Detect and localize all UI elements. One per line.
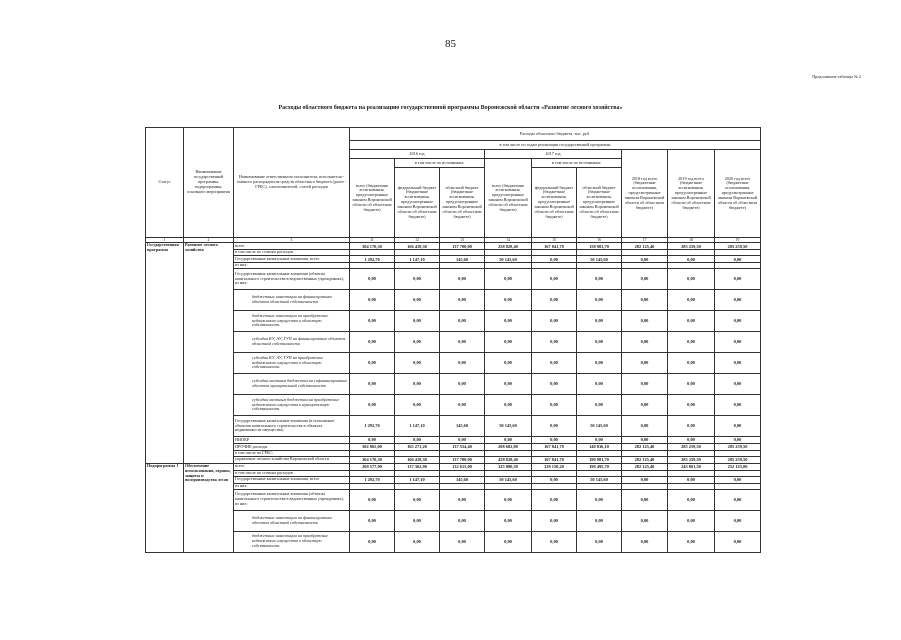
value-cell: 0,00 (485, 311, 532, 332)
value-cell: 0,00 (622, 395, 668, 416)
value-cell: 0,00 (440, 290, 485, 311)
value-cell: 0,00 (715, 256, 761, 263)
value-cell: 0,00 (668, 353, 715, 374)
column-number: 16 (577, 238, 622, 243)
value-cell: 0,00 (668, 311, 715, 332)
value-cell: 167 841,70 (532, 243, 577, 250)
value-cell: 285 259,50 (715, 444, 761, 451)
table-row (146, 456, 761, 463)
row-label: управление лесного хозяйства Воронежской области (234, 456, 350, 463)
value-cell: 0,00 (577, 332, 622, 353)
value-cell: 0,00 (668, 489, 715, 510)
header-2017-sources: в том числе по источникам: (532, 159, 622, 168)
value-cell: 0,00 (622, 353, 668, 374)
header-2016-sources: в том числе по источникам: (395, 159, 485, 168)
value-cell: 165 271,20 (395, 444, 440, 451)
value-cell: 0,00 (622, 374, 668, 395)
value-cell: 1 292,70 (350, 256, 395, 263)
value-cell: 0,00 (668, 256, 715, 263)
value-cell: 0,00 (622, 510, 668, 531)
value-cell: 0,00 (715, 416, 761, 437)
value-cell: 0,00 (715, 332, 761, 353)
value-cell: 0,00 (532, 290, 577, 311)
row-label: в том числе по статьям расходов (234, 470, 350, 476)
value-cell: 0,00 (668, 476, 715, 483)
value-cell: 0,00 (622, 290, 668, 311)
value-cell: 166 418,30 (395, 456, 440, 463)
value-cell: 208 682,80 (485, 444, 532, 451)
value-cell: 0,00 (350, 395, 395, 416)
row-label: в том числе по статьям расходов (234, 250, 350, 256)
value-cell: 167 841,70 (532, 456, 577, 463)
document-title: Расходы областного бюджета на реализацию государственной программы Воронежской области «Развитие лесного хозяйства» (278, 105, 623, 111)
value-cell: 0,00 (395, 489, 440, 510)
value-cell: 0,00 (440, 437, 485, 444)
value-cell: 50 145,60 (577, 476, 622, 483)
value-cell: 50 145,60 (577, 256, 622, 263)
value-cell: 0,00 (622, 489, 668, 510)
value-cell: 50 145,60 (485, 416, 532, 437)
row-label: Государственные капитальные вложения (в пополнение объектов капитального строительства в объектах недвижимости имущества) (234, 416, 350, 437)
value-cell: 0,00 (715, 290, 761, 311)
value-cell: 0,00 (577, 269, 622, 290)
value-cell: 50 145,60 (485, 476, 532, 483)
value-cell: 0,00 (622, 269, 668, 290)
value-cell: 158 981,70 (577, 243, 622, 250)
value-cell: 269 577,90 (350, 463, 395, 470)
table-row (146, 374, 761, 395)
value-cell: 0,00 (395, 269, 440, 290)
row-label: субсидии КУ, АУ, ГУП на приобретение недвижимого имущества в областную собственность (234, 353, 350, 374)
value-cell: 1 147,10 (395, 256, 440, 263)
value-cell: 0,00 (577, 510, 622, 531)
value-cell: 0,00 (622, 531, 668, 552)
header-2017-total: всего (бюджетные ассигнования, предусмотренные законом Воронежской области об областном бюджете) (485, 159, 532, 238)
value-cell: 0,00 (485, 395, 532, 416)
value-cell: 0,00 (668, 395, 715, 416)
column-number: 12 (395, 238, 440, 243)
value-cell: 1 292,70 (350, 476, 395, 483)
value-cell: 0,00 (440, 510, 485, 531)
table-row (146, 243, 761, 250)
value-cell: 0,00 (440, 395, 485, 416)
table-row (146, 311, 761, 332)
row-label: субсидии КУ, АУ, ГУП на финансирование объектов областной собственности (234, 332, 350, 353)
value-cell: 1 292,70 (350, 416, 395, 437)
header-total-expenses: Расходы областного бюджета, тыс. руб. (350, 128, 761, 141)
column-number: 2 (184, 238, 234, 243)
value-cell: 0,00 (395, 510, 440, 531)
value-cell: 0,00 (395, 332, 440, 353)
row-label: всего (234, 463, 350, 470)
table-row (146, 269, 761, 290)
header-2018: 2018 год всего (бюджетные ассигнования, предусмотренные законом Воронежской области об областном бюджете) (622, 150, 668, 238)
value-cell: 0,00 (350, 510, 395, 531)
value-cell: 0,00 (715, 353, 761, 374)
value-cell: 0,00 (485, 374, 532, 395)
table-row (146, 353, 761, 374)
value-cell: 0,00 (715, 489, 761, 510)
row-label: Государственные капитальные вложения, всего (234, 476, 350, 483)
value-cell: 245 861,50 (668, 463, 715, 470)
value-cell: 304 170,30 (350, 456, 395, 463)
header-status: Статус (146, 128, 184, 238)
row-label: Государственные капитальные вложения (объекты капитального строительства в ведомственных учреждениях), из них: (234, 489, 350, 510)
column-number: 11 (350, 238, 395, 243)
row-program-name: Обеспечение использования, охраны, защиты и воспроизводства лесов (184, 463, 234, 552)
row-program-name: Развитие лесного хозяйства (184, 243, 234, 463)
table-row (146, 476, 761, 483)
column-number: 14 (485, 238, 532, 243)
header-2019: 2019 год всего (бюджетные ассигнования, предусмотренные законом Воронежской области об областном бюджете) (668, 150, 715, 238)
value-cell: 0,00 (622, 256, 668, 263)
value-cell: 0,00 (395, 374, 440, 395)
header-2017: 2017 год (485, 150, 622, 159)
header-2016-total: всего (бюджетные ассигнования, предусмотренные законом Воронежской области об областном бюджете) (350, 159, 395, 238)
value-cell: 0,00 (395, 290, 440, 311)
value-cell: 1 147,10 (395, 476, 440, 483)
value-cell: 0,00 (485, 510, 532, 531)
column-number: 17 (622, 238, 668, 243)
value-cell: 0,00 (715, 374, 761, 395)
value-cell: 0,00 (715, 395, 761, 416)
row-label: бюджетные инвестиции на финансирование объектов областной собственности (234, 290, 350, 311)
value-cell: 167 841,70 (532, 444, 577, 451)
value-cell: 0,00 (485, 489, 532, 510)
value-cell: 458 828,40 (485, 456, 532, 463)
value-cell: 0,00 (532, 269, 577, 290)
value-cell: 0,00 (485, 269, 532, 290)
value-cell: 0,00 (668, 510, 715, 531)
value-cell: 0,00 (715, 311, 761, 332)
value-cell: 0,00 (350, 332, 395, 353)
value-cell: 0,00 (350, 531, 395, 552)
value-cell: 282 125,40 (622, 243, 668, 250)
table-row (146, 437, 761, 444)
value-cell: 0,00 (350, 269, 395, 290)
value-cell: 0,00 (532, 332, 577, 353)
page-number: 85 (445, 38, 456, 50)
column-number: 15 (532, 238, 577, 243)
header-responsible: Наименование ответственного исполнителя, исполнителя - главного распорядителя средств областного бюджета (далее - ГРБС), соисполнителей, статей расходов (234, 128, 350, 238)
value-cell: 0,00 (440, 332, 485, 353)
value-cell: 0,00 (577, 437, 622, 444)
value-cell: 0,00 (668, 531, 715, 552)
row-label: субсидии местным бюджетам на приобретение недвижимого имущества в муниципальную собственность (234, 395, 350, 416)
value-cell: 285 259,50 (668, 243, 715, 250)
table-row (146, 489, 761, 510)
row-label: всего (234, 243, 350, 250)
row-label: в том числе по ГРБС: (234, 451, 350, 457)
table-row (146, 290, 761, 311)
value-cell: 1 147,10 (395, 416, 440, 437)
value-cell: 0,00 (350, 437, 395, 444)
header-incl-years: в том числе по годам реализации государственной программы (350, 141, 761, 150)
value-cell: 0,00 (577, 531, 622, 552)
header-2020: 2020 год всего (бюджетные ассигнования, предусмотренные законом Воронежской области об областном бюджете) (715, 150, 761, 238)
table-row (146, 444, 761, 451)
value-cell: 0,00 (532, 531, 577, 552)
header-2016-federal: федеральный бюджет (бюджетные ассигнования, предусмотренные законом Воронежской области об областном бюджете) (395, 168, 440, 238)
value-cell: 0,00 (668, 269, 715, 290)
value-cell: 0,00 (622, 437, 668, 444)
value-cell: 0,00 (395, 311, 440, 332)
value-cell: 0,00 (485, 332, 532, 353)
value-cell: 0,00 (440, 269, 485, 290)
value-cell: 0,00 (532, 489, 577, 510)
value-cell: 129 150,20 (532, 463, 577, 470)
value-cell: 258 828,40 (485, 243, 532, 250)
value-cell: 50 145,60 (577, 416, 622, 437)
value-cell: 285 259,50 (715, 243, 761, 250)
header-2017-federal: федеральный бюджет (бюджетные ассигнования, предусмотренные законом Воронежской области об областном бюджете) (532, 168, 577, 238)
value-cell: 0,00 (395, 531, 440, 552)
value-cell: 0,00 (668, 290, 715, 311)
budget-table (145, 127, 761, 553)
row-label: Государственные капитальные вложения, всего (234, 256, 350, 263)
value-cell: 0,00 (577, 353, 622, 374)
value-cell: 325 080,50 (485, 463, 532, 470)
value-cell: 282 125,40 (622, 463, 668, 470)
value-cell: 0,00 (395, 353, 440, 374)
value-cell: 0,00 (622, 416, 668, 437)
value-cell: 190 495,70 (577, 463, 622, 470)
value-cell: 0,00 (622, 311, 668, 332)
table-row (146, 395, 761, 416)
appendix-label: Продолжение таблицы № 2 (812, 74, 861, 79)
value-cell: 140 836,10 (577, 444, 622, 451)
value-cell: 285 259,50 (668, 444, 715, 451)
value-cell: 0,00 (350, 353, 395, 374)
table-row (146, 256, 761, 263)
value-cell: 282 125,40 (622, 456, 668, 463)
value-cell: 0,00 (668, 332, 715, 353)
value-cell: 0,00 (440, 353, 485, 374)
table-row (146, 463, 761, 470)
value-cell: 0,00 (350, 489, 395, 510)
value-cell: 50 145,60 (485, 256, 532, 263)
value-cell: 0,00 (532, 256, 577, 263)
row-status: Государственная программа (146, 243, 184, 463)
column-number: 13 (440, 238, 485, 243)
row-label: бюджетные инвестиции на финансирование объектов областной собственности (234, 510, 350, 531)
column-number: 1 (146, 238, 184, 243)
value-cell: 0,00 (668, 437, 715, 444)
table-row (146, 531, 761, 552)
value-cell: 0,00 (668, 374, 715, 395)
column-number: 18 (668, 238, 715, 243)
row-label: из них: (234, 263, 350, 269)
row-label: бюджетные инвестиции на приобретение недвижимого имущества в областную собственность (234, 311, 350, 332)
value-cell: 285 259,50 (715, 456, 761, 463)
value-cell: 0,00 (532, 374, 577, 395)
value-cell: 0,00 (532, 311, 577, 332)
value-cell: 304 170,30 (350, 243, 395, 250)
table-row (146, 332, 761, 353)
value-cell: 137 362,90 (395, 463, 440, 470)
subprogram-section (146, 463, 761, 552)
row-label: из них: (234, 483, 350, 489)
value-cell: 0,00 (668, 416, 715, 437)
row-label: НИОКР (234, 437, 350, 444)
value-cell: 282 125,40 (622, 444, 668, 451)
value-cell: 0,00 (350, 374, 395, 395)
value-cell: 0,00 (395, 395, 440, 416)
value-cell: 0,00 (622, 476, 668, 483)
value-cell: 0,00 (532, 437, 577, 444)
value-cell: 0,00 (350, 290, 395, 311)
table-row (146, 416, 761, 437)
value-cell: 0,00 (485, 437, 532, 444)
row-label: бюджетные инвестиции на приобретение недвижимого имущества в областную собственность (234, 531, 350, 552)
value-cell: 0,00 (532, 476, 577, 483)
header-2016: 2016 год (350, 150, 485, 159)
value-cell: 0,00 (577, 290, 622, 311)
header-2016-regional: областной бюджет (бюджетные ассигнования, предусмотренные законом Воронежской области об областном бюджете) (440, 168, 485, 238)
value-cell: 137 700,00 (440, 243, 485, 250)
value-cell: 0,00 (622, 332, 668, 353)
value-cell: 0,00 (532, 395, 577, 416)
column-number: 19 (715, 238, 761, 243)
value-cell: 0,00 (577, 374, 622, 395)
table-row (146, 510, 761, 531)
value-cell: 0,00 (715, 437, 761, 444)
value-cell: 0,00 (440, 531, 485, 552)
header-name: Наименование государственной программы, подпрограммы, основного мероприятия (184, 128, 234, 238)
value-cell: 285 259,50 (668, 456, 715, 463)
value-cell: 302 865,00 (350, 444, 395, 451)
value-cell: 137 700,00 (440, 456, 485, 463)
value-cell: 145,60 (440, 476, 485, 483)
value-cell: 0,00 (715, 476, 761, 483)
value-cell: 0,00 (532, 510, 577, 531)
value-cell: 137 554,40 (440, 444, 485, 451)
value-cell: 0,00 (577, 489, 622, 510)
value-cell: 145,60 (440, 416, 485, 437)
value-cell: 145,60 (440, 256, 485, 263)
value-cell: 132 615,00 (440, 463, 485, 470)
value-cell: 0,00 (485, 290, 532, 311)
value-cell: 190 981,70 (577, 456, 622, 463)
row-label: ПРОЧИЕ расходы (234, 444, 350, 451)
program-section (146, 243, 761, 463)
value-cell: 0,00 (577, 311, 622, 332)
header-2017-regional: областной бюджет (бюджетные ассигнования, предусмотренные законом Воронежской области об областном бюджете) (577, 168, 622, 238)
row-status: Подпрограмма 1 (146, 463, 184, 552)
value-cell: 0,00 (440, 374, 485, 395)
row-label: субсидии местным бюджетам на софинансирование объектов муниципальной собственности (234, 374, 350, 395)
value-cell: 0,00 (350, 311, 395, 332)
row-label: Государственные капитальные вложения (объекты капитального строительства в ведомственных учреждениях), из них: (234, 269, 350, 290)
value-cell: 0,00 (440, 489, 485, 510)
value-cell: 0,00 (715, 531, 761, 552)
value-cell: 0,00 (485, 531, 532, 552)
value-cell: 0,00 (532, 353, 577, 374)
value-cell: 0,00 (440, 311, 485, 332)
value-cell: 0,00 (485, 353, 532, 374)
value-cell: 252 125,00 (715, 463, 761, 470)
value-cell: 0,00 (715, 510, 761, 531)
value-cell: 0,00 (532, 416, 577, 437)
value-cell: 0,00 (395, 437, 440, 444)
value-cell: 0,00 (715, 269, 761, 290)
column-number: 3 (234, 238, 350, 243)
value-cell: 0,00 (577, 395, 622, 416)
value-cell: 166 418,30 (395, 243, 440, 250)
